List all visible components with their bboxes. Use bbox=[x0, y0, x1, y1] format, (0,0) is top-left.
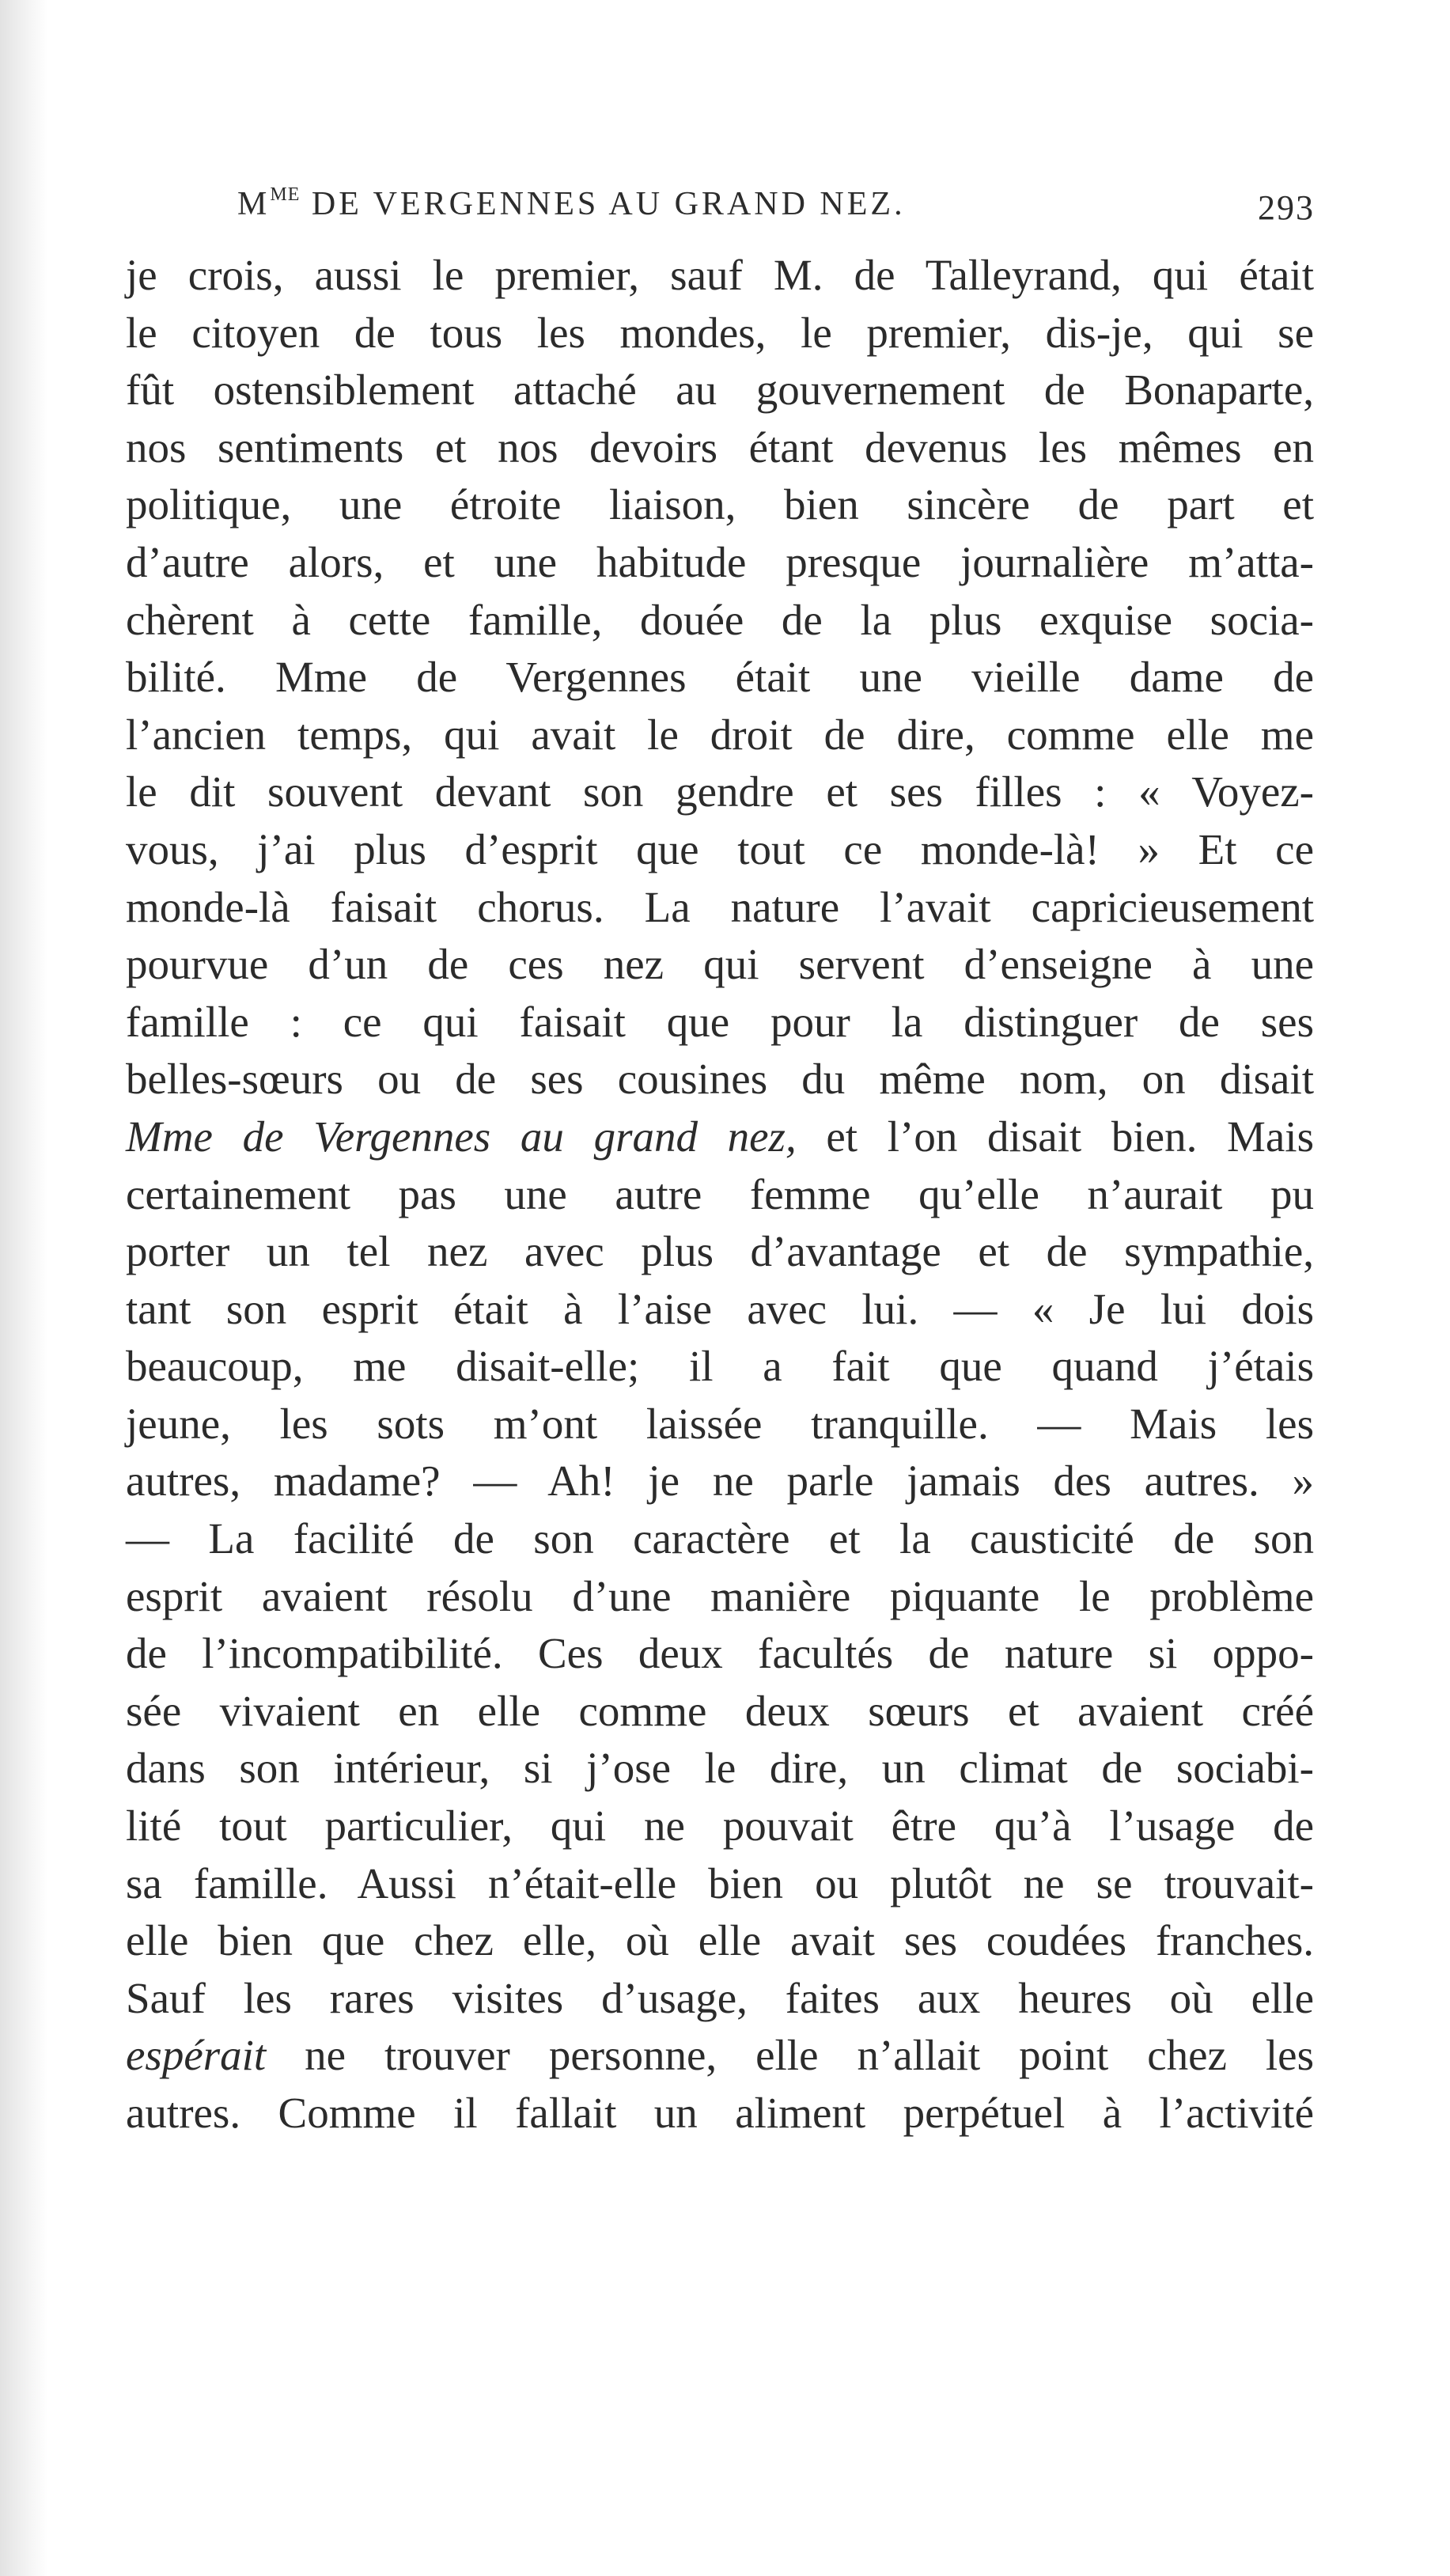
text-line: je crois, aussi le premier, sauf M. de Talleyrand, qui était bbox=[126, 251, 1314, 299]
text-line: porter un tel nez avec plus d’avantage et de sympathie, bbox=[126, 1227, 1314, 1276]
text-line: Sauf les rares visites d’usage, faites aux heures où elle bbox=[126, 1973, 1314, 2022]
text-line: certainement pas une autre femme qu’elle n’aurait pu bbox=[126, 1169, 1314, 1218]
text-line: belles-sœurs ou de ses cousines du même nom, on disait bbox=[126, 1055, 1314, 1104]
text-line: l’ancien temps, qui avait le droit de dire, comme elle me bbox=[126, 710, 1314, 759]
text-line: bilité. Mme de Vergennes était une vieille dame de bbox=[126, 653, 1314, 702]
running-title bbox=[237, 184, 906, 223]
text-line bbox=[126, 1108, 1314, 1166]
text-line bbox=[126, 2027, 1314, 2085]
text-line: fût ostensiblement attaché au gouvernement de Bonaparte, bbox=[126, 366, 1314, 415]
italic-phrase: Mme de Vergennes au grand nez, bbox=[126, 1112, 797, 1161]
text-line: de l’incompatibilité. Ces deux facultés de nature si oppo- bbox=[126, 1629, 1314, 1678]
page-number: 293 bbox=[1258, 188, 1315, 227]
text-line: tant son esprit était à l’aise avec lui. — « Je lui dois bbox=[126, 1284, 1314, 1333]
body-text bbox=[126, 247, 1314, 2142]
running-head bbox=[0, 184, 1450, 232]
text-line: famille : ce qui faisait que pour la distinguer de ses bbox=[126, 997, 1314, 1046]
text-line: chèrent à cette famille, douée de la plus exquise socia- bbox=[126, 595, 1314, 644]
text-line: beaucoup, me disait-elle; il a fait que quand j’étais bbox=[126, 1342, 1314, 1391]
text-line: le citoyen de tous les mondes, le premier, dis-je, qui se bbox=[126, 308, 1314, 357]
text-line: elle bien que chez elle, où elle avait ses coudées franches. bbox=[126, 1916, 1314, 1965]
text-line: sa famille. Aussi n’était-elle bien ou plutôt ne se trouvait- bbox=[126, 1858, 1314, 1907]
text-line: pourvue d’un de ces nez qui servent d’enseigne à une bbox=[126, 940, 1314, 989]
text-line: sée vivaient en elle comme deux sœurs et avaient créé bbox=[126, 1686, 1314, 1735]
text-line: dans son intérieur, si j’ose le dire, un climat de sociabi- bbox=[126, 1744, 1314, 1793]
text-line-rest: ne trouver personne, elle n’allait point chez les bbox=[266, 2031, 1314, 2080]
running-title-superscript: ME bbox=[270, 184, 301, 205]
text-line: nos sentiments et nos devoirs étant devenus les mêmes en bbox=[126, 422, 1314, 472]
text-line: autres. Comme il fallait un aliment perpétuel à l’activité bbox=[126, 2089, 1314, 2137]
text-line: vous, j’ai plus d’esprit que tout ce monde-là! » Et ce bbox=[126, 824, 1314, 873]
text-line-rest: et l’on disait bien. Mais bbox=[796, 1112, 1314, 1161]
running-title-rest: DE VERGENNES AU GRAND NEZ. bbox=[300, 186, 906, 222]
italic-word: espérait bbox=[126, 2031, 267, 2080]
text-line: autres, madame? — Ah! je ne parle jamais des autres. » bbox=[126, 1457, 1314, 1506]
text-line: le dit souvent devant son gendre et ses filles : « Voyez- bbox=[126, 767, 1314, 816]
text-line: monde-là faisait chorus. La nature l’avait capricieusement bbox=[126, 882, 1314, 931]
text-line: jeune, les sots m’ont laissée tranquille. — Mais les bbox=[126, 1399, 1314, 1448]
text-line: esprit avaient résolu d’une manière piquante le problème bbox=[126, 1571, 1314, 1620]
running-title-prefix: M bbox=[237, 186, 271, 222]
text-line: lité tout particulier, qui ne pouvait être qu’à l’usage de bbox=[126, 1801, 1314, 1851]
text-line: politique, une étroite liaison, bien sincère de part et bbox=[126, 480, 1314, 529]
text-line: — La facilité de son caractère et la causticité de son bbox=[126, 1514, 1314, 1563]
text-line: d’autre alors, et une habitude presque journalière m’atta- bbox=[126, 537, 1314, 586]
